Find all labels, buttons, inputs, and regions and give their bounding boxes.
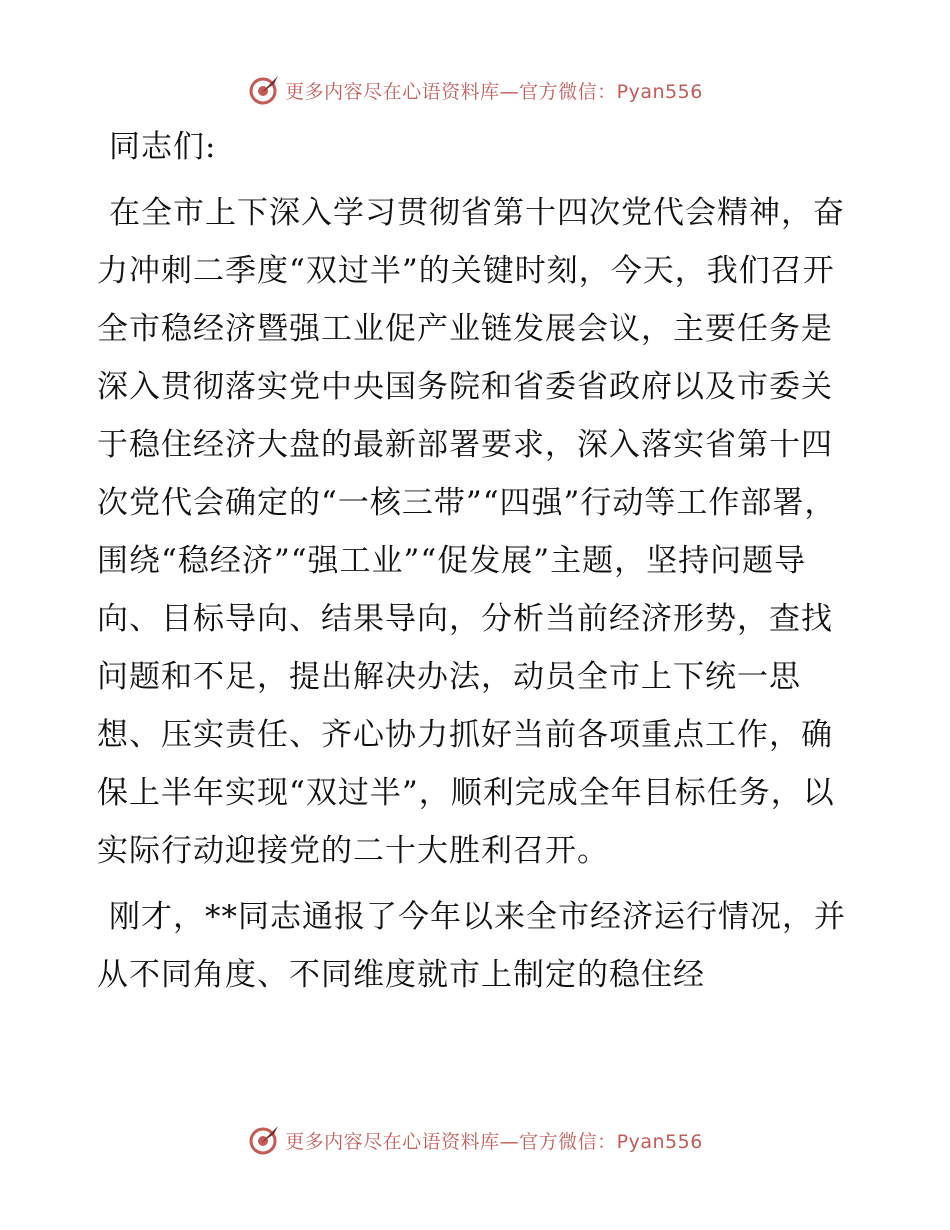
document-body	[97, 118, 857, 1004]
watermark-footer	[0, 1122, 950, 1158]
paragraph: 在全市上下深入学习贯彻省第十四次党代会精神，奋力冲刺二季度“双过半”的关键时刻，今天，我们召开全市稳经济暨强工业促产业链发展会议，主要任务是深入贯彻落实党中央国务院和省委省政府以及市委关于稳住经济大盘的最新部署要求，深入落实省第十四次党代会确定的“一核三带”“四强”行动等工作部署，围绕“稳经济”“强工业”“促发展”主题，坚持问题导向、目标导向、结果导向，分析当前经济形势，查找问题和不足，提出解决办法，动员全市上下统一思想、压实责任、齐心协力抓好当前各项重点工作，确保上半年实现“双过半”，顺利完成全年目标任务，以实际行动迎接党的二十大胜利召开。	[97, 195, 845, 869]
watermark-text: 更多内容尽在心语资料库—官方微信：Pyan556	[285, 80, 703, 103]
quill-logo-icon	[247, 73, 281, 107]
watermark-header	[0, 72, 950, 108]
paragraph: 刚才，**同志通报了今年以来全市经济运行情况，并从不同角度、不同维度就市上制定的稳住经	[97, 899, 846, 993]
quill-logo-icon	[247, 1123, 281, 1157]
watermark-text: 更多内容尽在心语资料库—官方微信：Pyan556	[285, 1130, 703, 1153]
salutation: 同志们:	[109, 129, 217, 165]
